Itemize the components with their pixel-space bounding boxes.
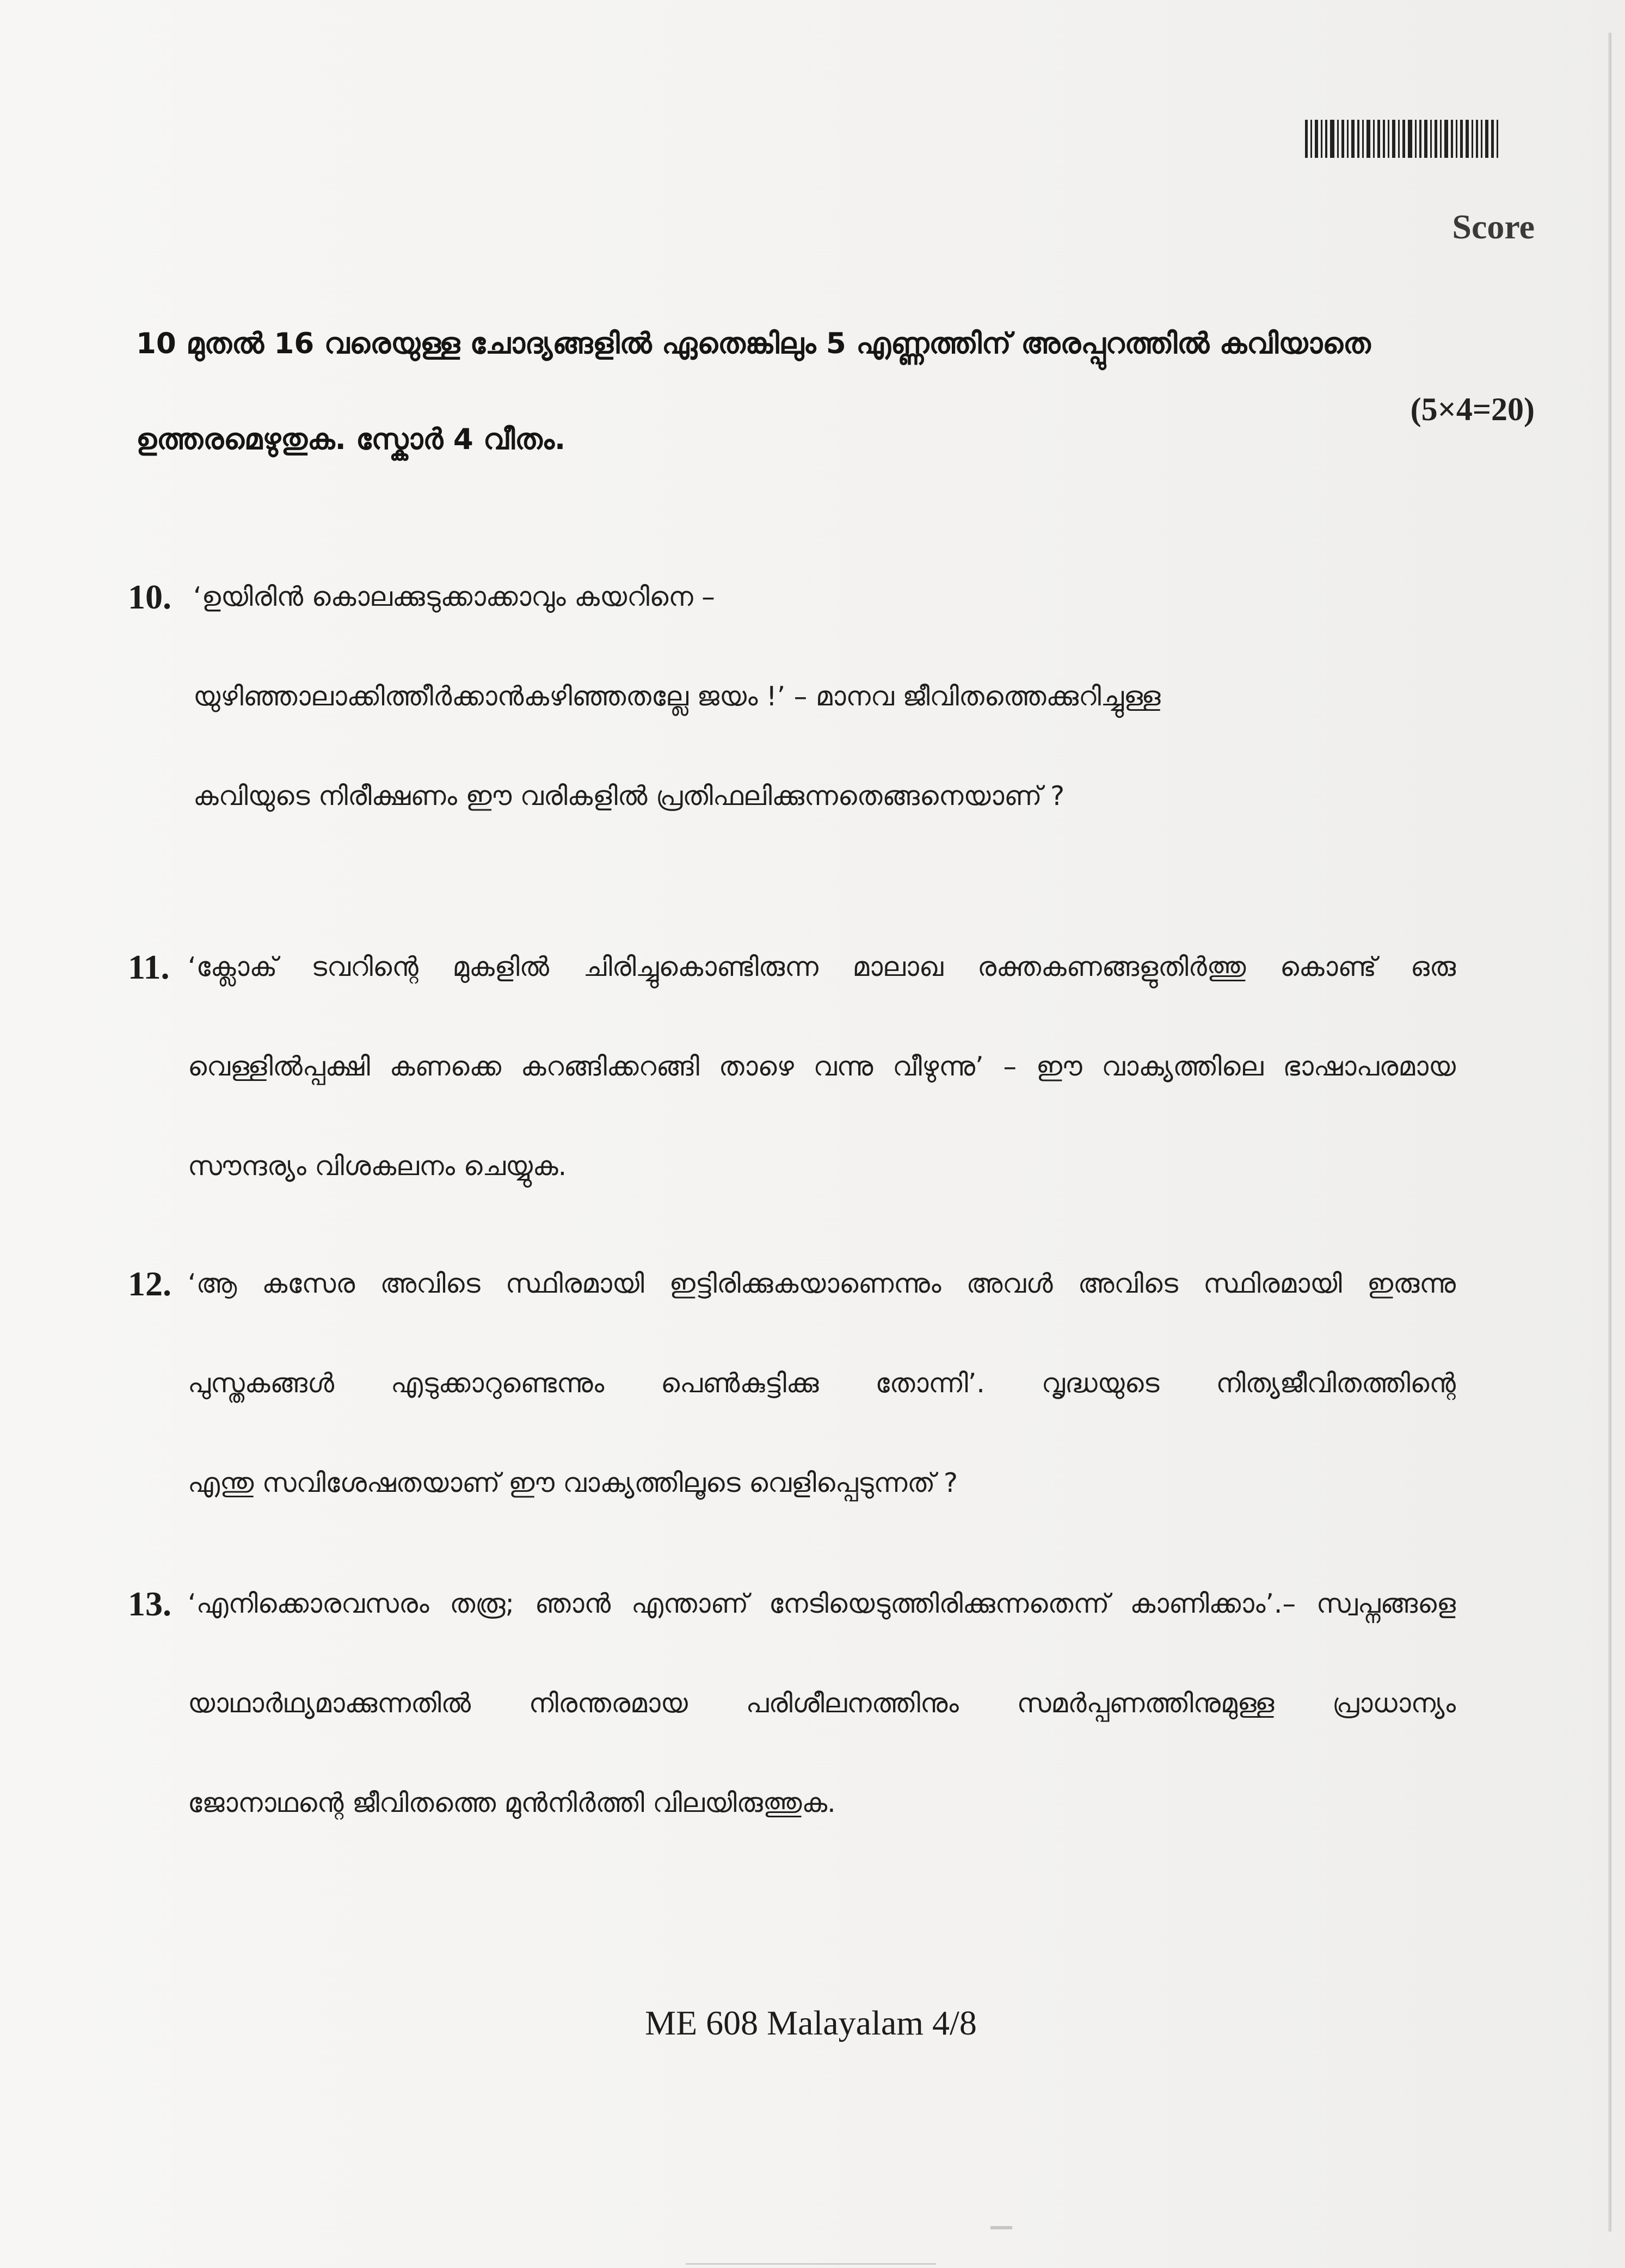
instructions-line-1: 10 മുതൽ 16 വരെയുള്ള ചോദ്യങ്ങളിൽ ഏതെങ്കിലും 5 എണ്ണത്തിന് അരപ്പുറത്തിൽ കവിയാതെ — [136, 327, 1371, 360]
barcode-bar — [1337, 120, 1339, 158]
barcode-bar — [1440, 120, 1442, 158]
barcode-bar — [1451, 120, 1453, 158]
barcode-bar — [1305, 120, 1308, 158]
barcode-bar — [1377, 120, 1380, 158]
question-text — [188, 1268, 1456, 1499]
barcode-bar — [1357, 120, 1359, 158]
barcode-bar — [1398, 120, 1400, 158]
barcode-bar — [1347, 120, 1349, 158]
barcode-bar — [1383, 120, 1385, 158]
barcode-bar — [1362, 120, 1364, 158]
barcode-bar — [1408, 120, 1412, 158]
barcode-bar — [1435, 120, 1437, 158]
barcode-bar — [1341, 120, 1344, 158]
barcode-bar — [1310, 120, 1312, 158]
barcode-bar — [1315, 120, 1318, 158]
question-text — [188, 581, 1456, 813]
barcode-bar — [1415, 120, 1417, 158]
barcode-bar — [1424, 120, 1427, 158]
barcode-bar — [1367, 120, 1370, 158]
question-line: ‘എനിക്കൊരവസരം തരൂ; ഞാൻ എന്താണ് നേടിയെടുത്തിരിക്കുന്നതെന്ന് കാണിക്കാം’.– സ്വപ്നങ്ങളെ — [188, 1588, 1456, 1619]
barcode-bar — [1402, 120, 1405, 158]
question-line: സൗന്ദര്യം വിശകലനം ചെയ്യുക. — [188, 1151, 567, 1182]
barcode-bar — [1485, 120, 1488, 158]
barcode-bar — [1373, 120, 1375, 158]
barcode-bar — [1325, 120, 1327, 158]
question-line: യാഥാർഥ്യമാക്കുന്നതിൽ നിരന്തരമായ പരിശീലനത്തിനും സമർപ്പണത്തിനുമുള്ള പ്രാധാന്യം — [188, 1688, 1456, 1719]
question-line: യുഴിഞ്ഞാലാക്കിത്തീർക്കാൻകഴിഞ്ഞതല്ലേ ജയം !’ – മാനവ ജീവിതത്തെക്കുറിച്ചുള്ള — [193, 681, 1161, 712]
scan-mark — [990, 2226, 1012, 2229]
barcode-bar — [1419, 120, 1421, 158]
question-text — [188, 1588, 1456, 1820]
question-line: കവിയുടെ നിരീക്ഷണം ഈ വരികളിൽ പ്രതിഫലിക്കുന്നതെങ്ങനെയാണ് ? — [193, 780, 1065, 812]
barcode-bar — [1444, 120, 1448, 158]
barcode-bar — [1321, 120, 1322, 158]
page-edge-shadow — [1608, 33, 1611, 2232]
question-number: 11. — [128, 948, 170, 986]
question-number: 12. — [128, 1264, 171, 1303]
barcode-bar — [1351, 120, 1355, 158]
section-instructions — [136, 327, 1535, 457]
barcode-bar — [1430, 120, 1432, 158]
question-line: വെള്ളിൽപ്പക്ഷി കണക്കെ കറങ്ങിക്കറങ്ങി താഴെ വന്നു വീഴുന്നു’ – ഈ വാക്യത്തിലെ ഭാഷാപരമായ — [188, 1051, 1456, 1082]
barcode-bar — [1460, 120, 1463, 158]
barcode — [1305, 120, 1531, 158]
question-text — [188, 951, 1456, 1183]
question-line: ‘ആ കസേര അവിടെ സ്ഥിരമായി ഇട്ടിരിക്കുകയാണെന്നും അവൾ അവിടെ സ്ഥിരമായി ഇരുന്നു — [188, 1268, 1456, 1299]
barcode-bar — [1330, 120, 1334, 158]
question-number: 10. — [128, 577, 171, 616]
barcode-bar — [1497, 120, 1498, 158]
barcode-bar — [1466, 120, 1469, 158]
score-label: Score — [1452, 207, 1535, 246]
page-footer-code: ME 608 Malayalam 4/8 — [645, 2003, 977, 2042]
question-line: ജോനാഥന്റെ ജീവിതത്തെ മുൻനിർത്തി വിലയിരുത്തുക. — [188, 1787, 836, 1818]
question-line: ‘ക്ലോക് ടവറിന്റെ മുകളിൽ ചിരിച്ചുകൊണ്ടിരുന്ന മാലാഖ രക്തകണങ്ങളുതിർത്തു കൊണ്ട് ഒരു — [188, 951, 1456, 982]
barcode-bar — [1472, 120, 1473, 158]
barcode-bar — [1481, 120, 1482, 158]
barcode-bar — [1392, 120, 1395, 158]
question-line: പുസ്തകങ്ങൾ എടുക്കാറുണ്ടെന്നും പെൺകുട്ടിക്കു തോന്നി’. വൃദ്ധയുടെ നിത്യജീവിതത്തിന്റെ — [188, 1368, 1456, 1399]
barcode-bar — [1456, 120, 1457, 158]
barcode-bar — [1388, 120, 1389, 158]
scan-edge-line — [686, 2263, 936, 2265]
barcode-bar — [1491, 120, 1494, 158]
question-line: ‘ഉയിരിൻ കൊലക്കുടുക്കാക്കാവും കയറിനെ – — [193, 581, 715, 612]
marks-allocation: (5×4=20) — [1410, 391, 1535, 427]
instructions-line-2: ഉത്തരമെഴുതുക. സ്കോർ 4 വീതം. — [136, 422, 566, 456]
question-line: എന്തു സവിശേഷതയാണ് ഈ വാക്യത്തിലൂടെ വെളിപ്പെടുന്നത് ? — [188, 1467, 958, 1498]
question-number: 13. — [128, 1584, 171, 1623]
barcode-bar — [1476, 120, 1478, 158]
